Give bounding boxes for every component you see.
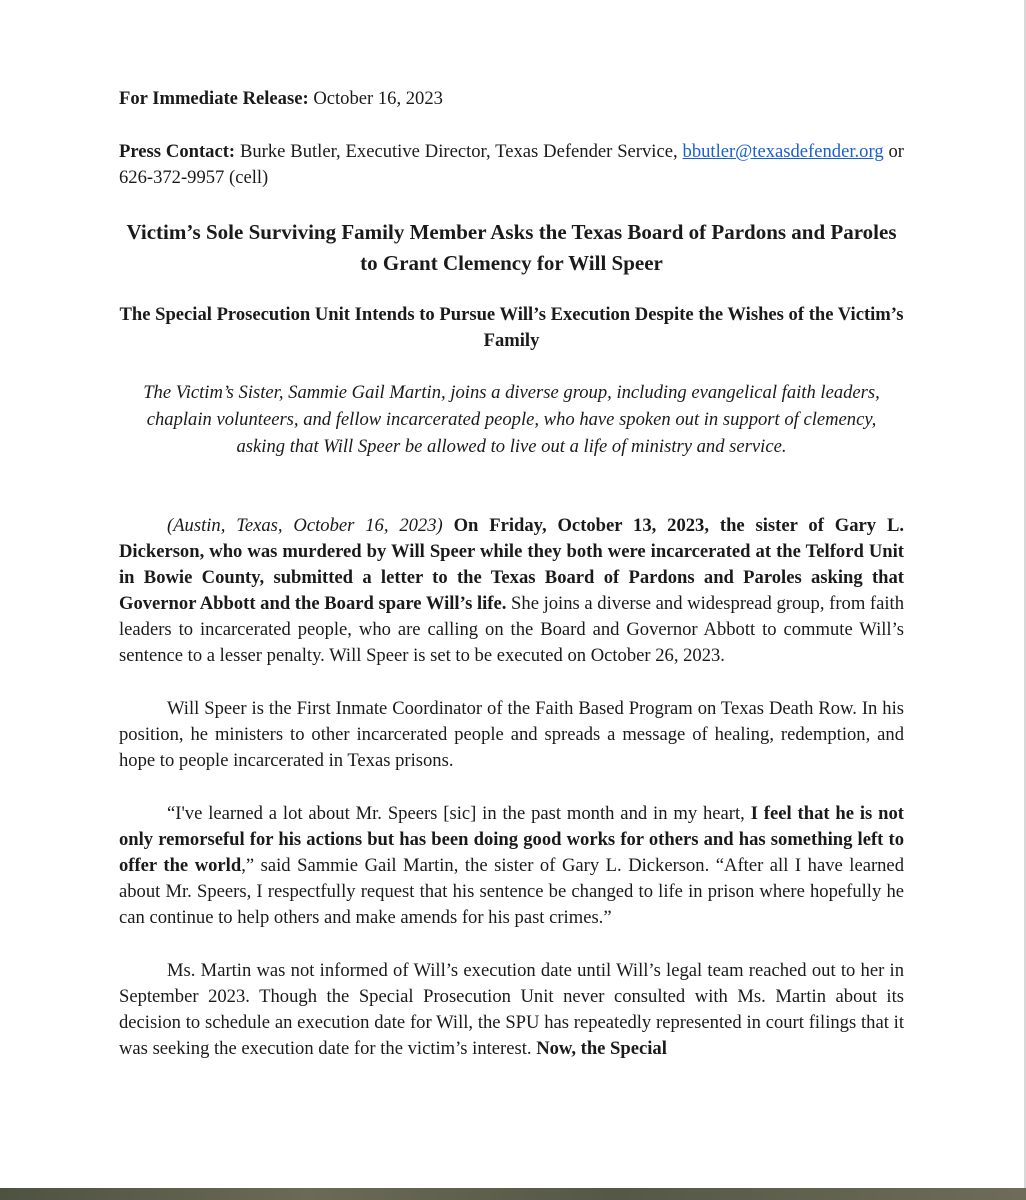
paragraph-3-start: “I've learned a lot about Mr. Speers [sic] in the past month and in my heart, [167,803,751,824]
paragraph-4-bold: Now, the Special [536,1038,667,1059]
press-contact [119,139,904,191]
dateline: (Austin, Texas, October 16, 2023) [167,515,454,536]
paragraph-4 [119,958,904,1062]
paragraph-4-text: Ms. Martin was not informed of Will’s execution date until Will’s legal team reached out to her in September 2023. Though the Special Prosecution Unit never consulted with Ms. Martin about its decision to schedule an execution date for Will, the SPU has repeatedly represented in court filings that it was seeking the execution date for the victim’s interest. [119,960,904,1059]
paragraph-3-bold: I feel that he is not only remorseful for his actions but has been doing good works for others and has something left to offer the world [119,803,904,876]
press-release-body [119,86,904,1089]
summary: The Victim’s Sister, Sammie Gail Martin, joins a diverse group, including evangelical faith leaders, chaplain volunteers, and fellow incarcerated people, who have spoken out in support of clemency, asking that Will Speer be allowed to live out a life of ministry and service. [143,382,880,457]
paragraph-3-rest: ,” said Sammie Gail Martin, the sister of Gary L. Dickerson. “After all I have learned about Mr. Speers, I respectfully request that his sentence be changed to life in prison where hopefully he can continue to help others and make amends for his past crimes.” [119,855,904,928]
release-date: October 16, 2023 [308,88,443,109]
headline: Victim’s Sole Surviving Family Member Asks the Texas Board of Pardons and Paroles to Grant Clemency for Will Speer [126,220,897,275]
paragraph-1-rest: She joins a diverse and widespread group, from faith leaders to incarcerated people, who are calling on the Board and Governor Abbott to commute Will’s sentence to a lesser penalty. Will Speer is set to be executed on October 26, 2023. [119,593,905,666]
email-link[interactable]: bbutler@texasdefender.org [682,141,884,162]
paragraph-2: Will Speer is the First Inmate Coordinator of the Faith Based Program on Texas Death Row. In his position, he ministers to other incarcerated people and spreads a message of healing, redemption, and hope to people incarcerated in Texas prisons. [119,698,904,771]
subheadline: The Special Prosecution Unit Intends to Pursue Will’s Execution Despite the Wishes of the Victim’s Family [119,304,904,351]
background-strip [0,1188,1026,1200]
press-contact-label: Press Contact: [119,141,236,162]
paragraph-3 [119,801,904,931]
paragraph-1-bold: On Friday, October 13, 2023, the sister of Gary L. Dickerson, who was murdered by Will Speer while they both were incarcerated at the Telford Unit in Bowie County, submitted a letter to the Texas Board of Pardons and Paroles asking that Governor Abbott and the Board spare Will’s life. [119,515,904,614]
paragraph-1 [119,513,904,669]
release-label: For Immediate Release: [119,88,309,109]
press-contact-phone: or 626-372-9957 (cell) [119,141,904,188]
press-contact-text: Burke Butler, Executive Director, Texas Defender Service, [235,141,683,162]
release-line [119,86,904,112]
